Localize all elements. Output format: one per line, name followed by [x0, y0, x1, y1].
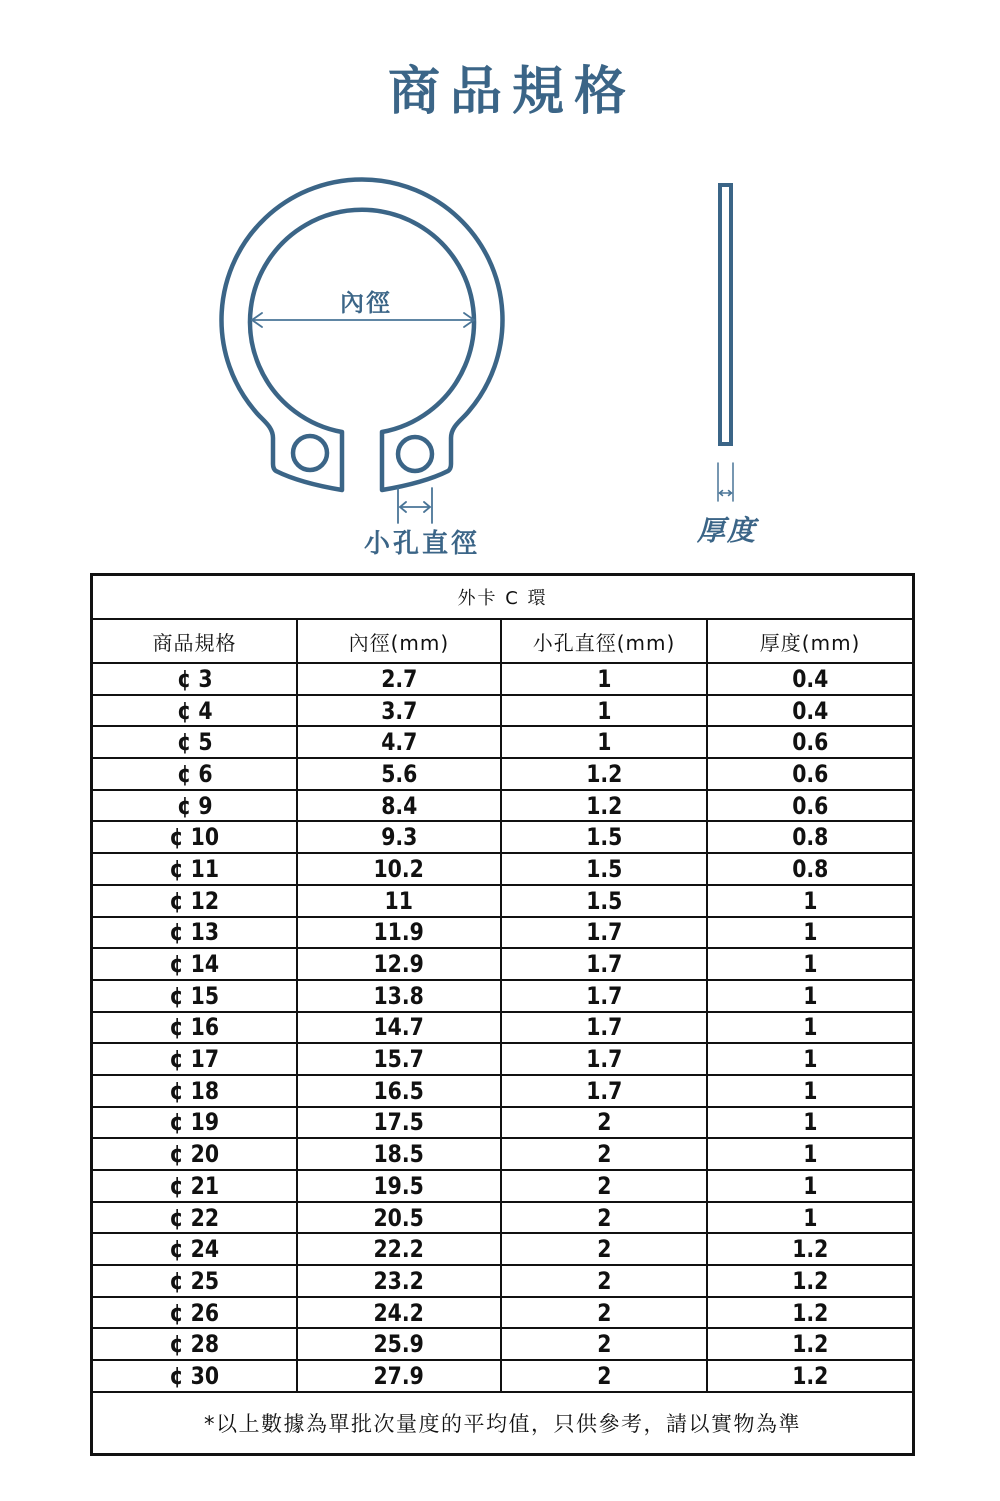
cell-hole-diameter: 2 [501, 1265, 707, 1297]
hole-diameter-dimension [398, 488, 432, 523]
cell-thickness: 1 [707, 917, 913, 949]
cell-spec: ¢ 12 [92, 885, 298, 917]
header-hole-diameter: 小孔直徑(mm) [501, 619, 707, 663]
cell-spec: ¢ 5 [92, 726, 298, 758]
header-spec: 商品規格 [92, 619, 298, 663]
cell-hole-diameter: 2 [501, 1107, 707, 1139]
cell-hole-diameter: 2 [501, 1297, 707, 1329]
table-row [92, 1297, 914, 1329]
cell-hole-diameter: 1.5 [501, 821, 707, 853]
cell-hole-diameter: 1.7 [501, 917, 707, 949]
cell-thickness: 1.2 [707, 1233, 913, 1265]
cell-inner-diameter: 15.7 [297, 1043, 501, 1075]
cell-spec: ¢ 10 [92, 821, 298, 853]
cell-hole-diameter: 1.5 [501, 885, 707, 917]
cell-spec: ¢ 11 [92, 853, 298, 885]
cell-inner-diameter: 20.5 [297, 1202, 501, 1234]
cell-hole-diameter: 1 [501, 726, 707, 758]
cell-thickness: 1 [707, 1043, 913, 1075]
cell-inner-diameter: 8.4 [297, 790, 501, 822]
cell-thickness: 1 [707, 1202, 913, 1234]
cell-hole-diameter: 2 [501, 1202, 707, 1234]
left-lug-hole [293, 436, 327, 470]
cell-inner-diameter: 19.5 [297, 1170, 501, 1202]
table-row [92, 853, 914, 885]
cell-hole-diameter: 1 [501, 663, 707, 695]
cell-spec: ¢ 28 [92, 1328, 298, 1360]
spec-table [90, 573, 915, 1456]
table-row [92, 1043, 914, 1075]
cell-hole-diameter: 1.7 [501, 1043, 707, 1075]
cell-spec: ¢ 26 [92, 1297, 298, 1329]
cell-hole-diameter: 1.7 [501, 1012, 707, 1044]
table-row [92, 695, 914, 727]
table-row [92, 790, 914, 822]
table-row [92, 1170, 914, 1202]
cell-thickness: 1 [707, 948, 913, 980]
cell-hole-diameter: 1.7 [501, 1075, 707, 1107]
cell-inner-diameter: 9.3 [297, 821, 501, 853]
cell-thickness: 1 [707, 1075, 913, 1107]
cell-inner-diameter: 27.9 [297, 1360, 501, 1392]
table-row [92, 948, 914, 980]
cell-thickness: 0.8 [707, 853, 913, 885]
table-row [92, 726, 914, 758]
cell-thickness: 0.4 [707, 695, 913, 727]
cell-spec: ¢ 16 [92, 1012, 298, 1044]
cell-hole-diameter: 2 [501, 1170, 707, 1202]
cell-spec: ¢ 6 [92, 758, 298, 790]
cell-spec: ¢ 25 [92, 1265, 298, 1297]
cell-spec: ¢ 3 [92, 663, 298, 695]
cell-thickness: 1 [707, 1012, 913, 1044]
cell-thickness: 1 [707, 885, 913, 917]
table-row [92, 980, 914, 1012]
cell-thickness: 0.8 [707, 821, 913, 853]
cell-thickness: 1.2 [707, 1360, 913, 1392]
cell-inner-diameter: 12.9 [297, 948, 501, 980]
table-row [92, 1107, 914, 1139]
table-row [92, 1265, 914, 1297]
c-ring-outline [221, 179, 502, 490]
cell-inner-diameter: 3.7 [297, 695, 501, 727]
cell-inner-diameter: 16.5 [297, 1075, 501, 1107]
cell-hole-diameter: 1 [501, 695, 707, 727]
table-row [92, 1075, 914, 1107]
cell-spec: ¢ 14 [92, 948, 298, 980]
cell-inner-diameter: 5.6 [297, 758, 501, 790]
cell-inner-diameter: 13.8 [297, 980, 501, 1012]
table-footnote: *以上數據為單批次量度的平均值，只供參考，請以實物為準 [92, 1392, 914, 1455]
cell-thickness: 1 [707, 980, 913, 1012]
cell-spec: ¢ 20 [92, 1138, 298, 1170]
inner-diameter-label: 內徑 [340, 289, 392, 317]
cell-spec: ¢ 30 [92, 1360, 298, 1392]
cell-inner-diameter: 11 [297, 885, 501, 917]
cell-hole-diameter: 1.2 [501, 758, 707, 790]
cell-hole-diameter: 2 [501, 1138, 707, 1170]
cell-spec: ¢ 21 [92, 1170, 298, 1202]
cell-hole-diameter: 1.7 [501, 948, 707, 980]
cell-spec: ¢ 18 [92, 1075, 298, 1107]
cell-spec: ¢ 9 [92, 790, 298, 822]
table-row [92, 1202, 914, 1234]
cell-hole-diameter: 2 [501, 1328, 707, 1360]
cell-spec: ¢ 13 [92, 917, 298, 949]
page-title: 商品規格 [387, 62, 636, 122]
table-row [92, 758, 914, 790]
thickness-label: 厚度 [696, 514, 757, 547]
table-title-row [92, 575, 914, 620]
cell-thickness: 1.2 [707, 1265, 913, 1297]
right-lug-hole [398, 437, 432, 471]
cell-hole-diameter: 2 [501, 1360, 707, 1392]
table-row [92, 1328, 914, 1360]
cell-inner-diameter: 2.7 [297, 663, 501, 695]
cell-inner-diameter: 17.5 [297, 1107, 501, 1139]
cell-thickness: 1 [707, 1107, 913, 1139]
cell-inner-diameter: 18.5 [297, 1138, 501, 1170]
table-row [92, 1233, 914, 1265]
cell-thickness: 1.2 [707, 1328, 913, 1360]
cell-spec: ¢ 4 [92, 695, 298, 727]
cell-spec: ¢ 17 [92, 1043, 298, 1075]
cell-spec: ¢ 22 [92, 1202, 298, 1234]
cell-thickness: 1.2 [707, 1297, 913, 1329]
cell-thickness: 0.6 [707, 758, 913, 790]
hole-diameter-label: 小孔直徑 [363, 529, 480, 559]
cell-inner-diameter: 10.2 [297, 853, 501, 885]
cell-thickness: 0.6 [707, 790, 913, 822]
cell-thickness: 1 [707, 1170, 913, 1202]
cell-hole-diameter: 1.7 [501, 980, 707, 1012]
table-header-row [92, 619, 914, 663]
table-row [92, 821, 914, 853]
thickness-dimension [718, 463, 733, 501]
cell-thickness: 1 [707, 1138, 913, 1170]
cell-hole-diameter: 2 [501, 1233, 707, 1265]
cell-thickness: 0.4 [707, 663, 913, 695]
table-row [92, 1138, 914, 1170]
cell-inner-diameter: 4.7 [297, 726, 501, 758]
cell-spec: ¢ 19 [92, 1107, 298, 1139]
cell-inner-diameter: 24.2 [297, 1297, 501, 1329]
table-row [92, 885, 914, 917]
thickness-side-view [720, 185, 731, 444]
table-row [92, 1012, 914, 1044]
header-thickness: 厚度(mm) [707, 619, 913, 663]
header-inner-diameter: 內徑(mm) [297, 619, 501, 663]
cell-hole-diameter: 1.5 [501, 853, 707, 885]
table-row [92, 1360, 914, 1392]
cell-inner-diameter: 14.7 [297, 1012, 501, 1044]
table-footnote-row [92, 1392, 914, 1455]
table-title: 外卡 C 環 [92, 575, 914, 620]
cell-inner-diameter: 23.2 [297, 1265, 501, 1297]
c-ring-diagram [0, 0, 1000, 570]
cell-spec: ¢ 15 [92, 980, 298, 1012]
cell-inner-diameter: 25.9 [297, 1328, 501, 1360]
table-row [92, 663, 914, 695]
cell-thickness: 0.6 [707, 726, 913, 758]
cell-hole-diameter: 1.2 [501, 790, 707, 822]
cell-inner-diameter: 11.9 [297, 917, 501, 949]
table-row [92, 917, 914, 949]
cell-inner-diameter: 22.2 [297, 1233, 501, 1265]
cell-spec: ¢ 24 [92, 1233, 298, 1265]
